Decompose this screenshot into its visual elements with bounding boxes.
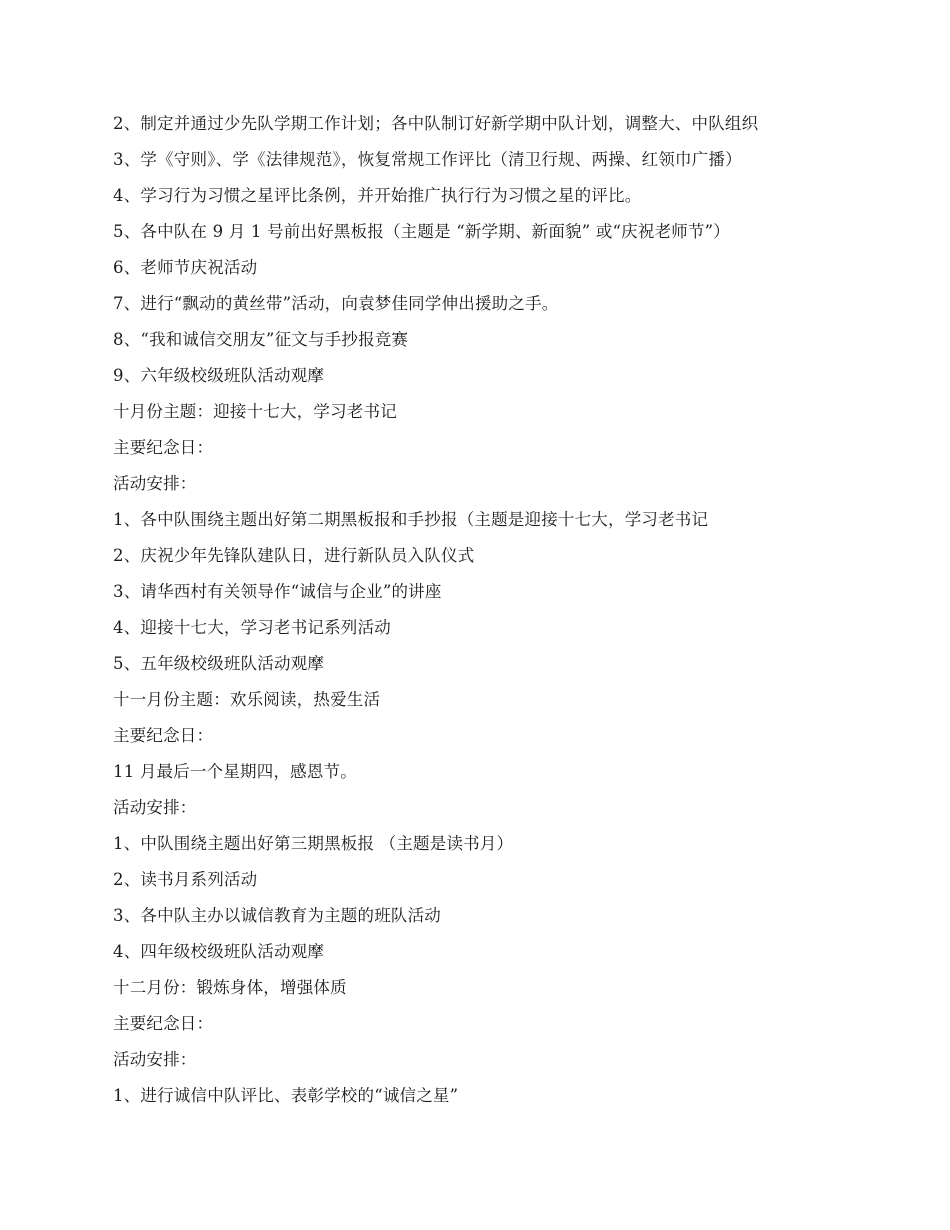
- text-line: 5、五年级校级班队活动观摩: [113, 654, 325, 673]
- section-heading: 十二月份：锻炼身体，增强体质: [113, 978, 347, 997]
- document-body: [113, 106, 913, 1114]
- text-line: 主要纪念日：: [113, 726, 214, 745]
- text-line: 主要纪念日：: [113, 1014, 214, 1033]
- text-line: 活动安排：: [113, 474, 197, 493]
- text-line: 3、各中队主办以诚信教育为主题的班队活动: [113, 906, 441, 925]
- text-line: 6、老师节庆祝活动: [113, 258, 258, 277]
- text-line: 4、迎接十七大，学习老书记系列活动: [113, 618, 391, 637]
- text-line: 7、进行“飘动的黄丝带”活动，向袁梦佳同学伸出援助之手。: [113, 294, 559, 313]
- text-line: 主要纪念日：: [113, 438, 214, 457]
- text-line: 1、中队围绕主题出好第三期黑板报 （主题是读书月）: [113, 834, 514, 853]
- text-line: 3、请华西村有关领导作“诚信与企业”的讲座: [113, 582, 442, 601]
- text-line: 2、制定并通过少先队学期工作计划；各中队制订好新学期中队计划，调整大、中队组织: [113, 114, 759, 133]
- section-heading: 十一月份主题：欢乐阅读，热爱生活: [113, 690, 381, 709]
- text-line: 活动安排：: [113, 1050, 197, 1069]
- text-line: 1、进行诚信中队评比、表彰学校的“诚信之星”: [113, 1086, 459, 1105]
- section-heading: 十月份主题：迎接十七大，学习老书记: [113, 402, 397, 421]
- text-line: 2、庆祝少年先锋队建队日，进行新队员入队仪式: [113, 546, 475, 565]
- text-line: 11 月最后一个星期四，感恩节。: [113, 762, 357, 781]
- text-line: 4、四年级校级班队活动观摩: [113, 942, 325, 961]
- text-line: 5、各中队在 9 月 1 号前出好黑板报（主题是 “新学期、新面貌” 或“庆祝老师节”）: [113, 222, 731, 241]
- text-line: 9、六年级校级班队活动观摩: [113, 366, 325, 385]
- text-line: 1、各中队围绕主题出好第二期黑板报和手抄报（主题是迎接十七大，学习老书记: [113, 510, 709, 529]
- text-line: 3、学《守则》、学《法律规范》，恢复常规工作评比（清卫行规、两操、红领巾广播）: [113, 150, 742, 169]
- text-line: 4、学习行为习惯之星评比条例，并开始推广执行行为习惯之星的评比。: [113, 186, 642, 205]
- text-line: 活动安排：: [113, 798, 197, 817]
- text-line: 2、读书月系列活动: [113, 870, 258, 889]
- text-line: 8、“我和诚信交朋友”征文与手抄报竞赛: [113, 330, 409, 349]
